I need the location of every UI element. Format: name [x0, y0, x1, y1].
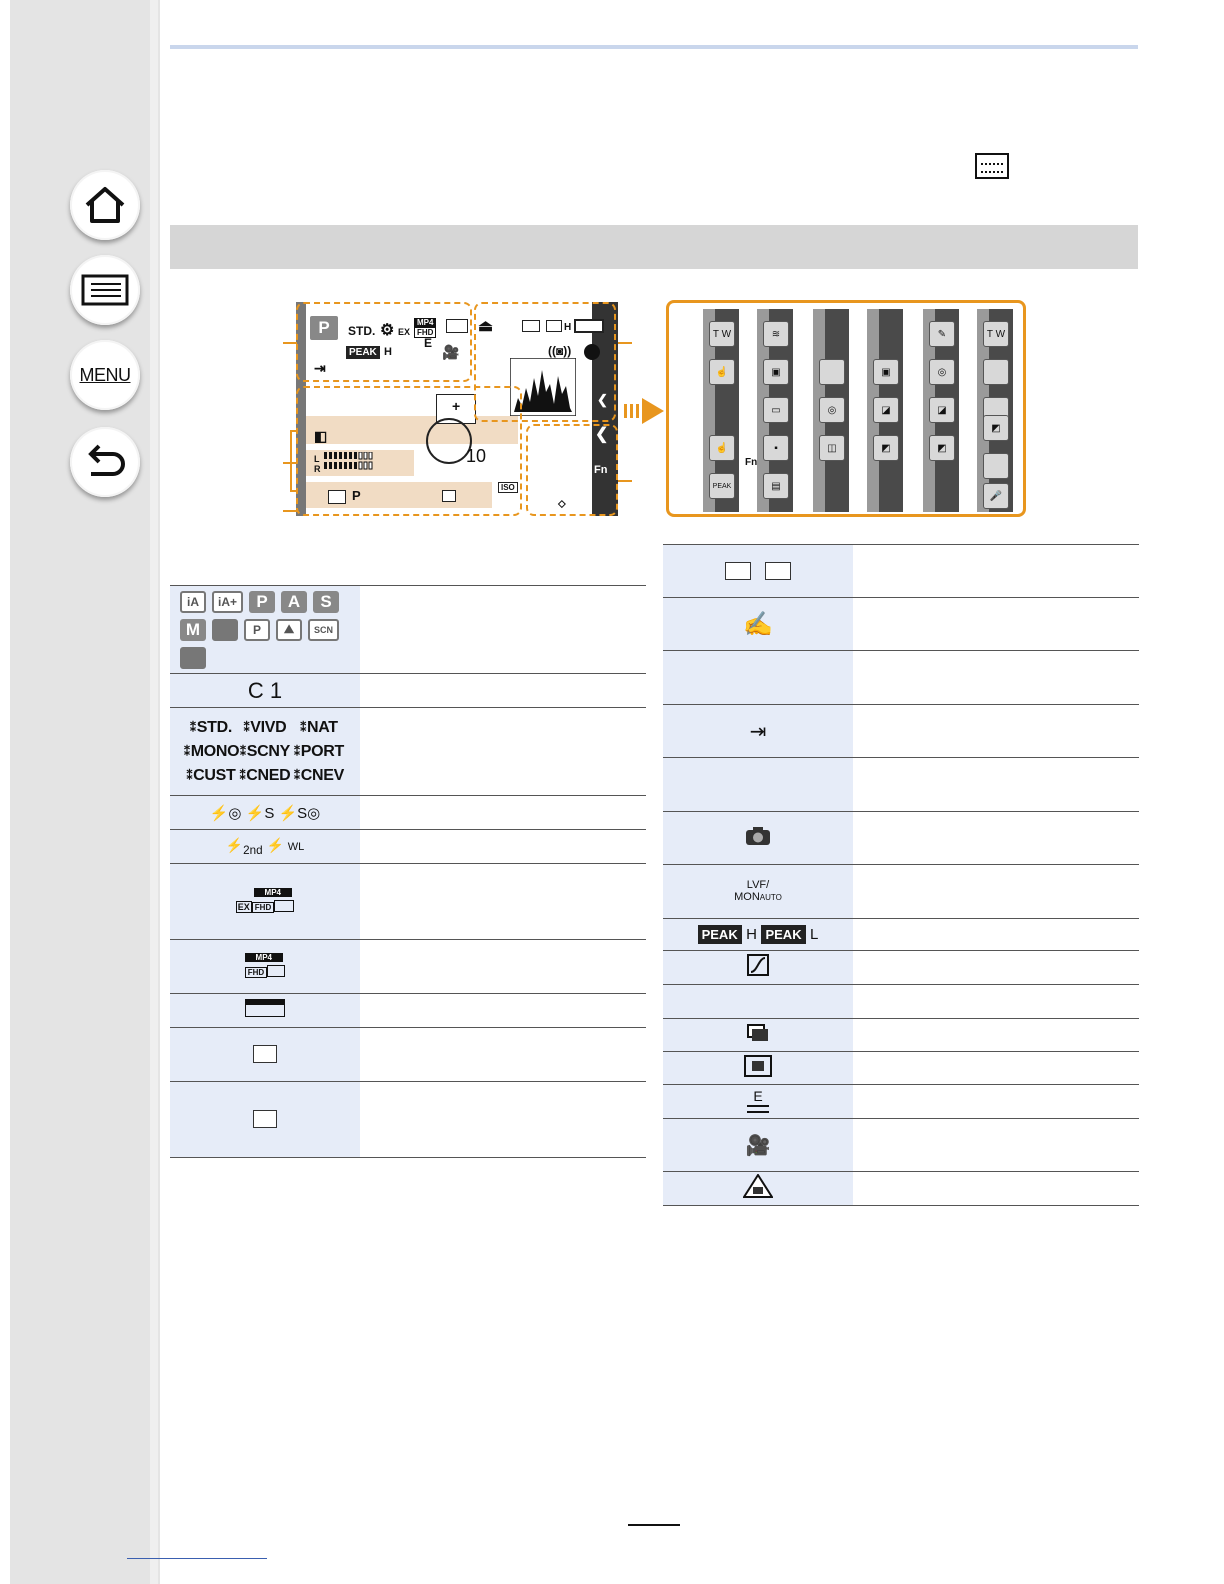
mode-s: S [313, 591, 339, 613]
section-band [170, 225, 1138, 269]
aspect-cell [170, 994, 360, 1028]
custom-c1: C 1 [170, 674, 360, 708]
creative-video-mode-icon [975, 153, 1009, 179]
flash-wl: WL [287, 840, 305, 853]
e-label: E [753, 1087, 763, 1104]
multi-exposure-icon [747, 1024, 769, 1042]
style-desc [360, 708, 646, 796]
header-rule [170, 45, 1138, 49]
overheat-warning-icon [743, 1174, 773, 1198]
leader-line-1 [283, 342, 297, 344]
right-icon-table [663, 544, 1139, 1206]
rec-format-desc [360, 940, 646, 994]
ev-button[interactable]: ◩ [873, 435, 899, 461]
blank-button[interactable] [819, 359, 845, 385]
hdr-cell [663, 1019, 853, 1052]
lvf-desc [853, 865, 1139, 919]
lvf-cell [663, 865, 853, 919]
self-timer-value: 10 [466, 446, 487, 466]
peak-badge-l: PEAK [761, 925, 805, 944]
size-desc [360, 1028, 646, 1082]
blank-button-2[interactable] [983, 359, 1009, 385]
mode-m: M [180, 619, 206, 641]
monitor-screen-illustration [296, 302, 618, 516]
leader-line-4 [618, 342, 632, 344]
home-button[interactable] [70, 170, 140, 240]
overheat-desc [853, 1172, 1139, 1206]
frame-button[interactable]: ▣ [873, 359, 899, 385]
card-desc [853, 545, 1139, 598]
sidebar-edge [150, 0, 158, 1584]
empty-icon-cell-2 [663, 758, 853, 812]
mic-r: R [314, 464, 321, 474]
hdr-desc [853, 1019, 1139, 1052]
drive-h: H [564, 322, 572, 333]
size-icon [253, 1045, 277, 1063]
mp4-label-2: MP4 [245, 953, 283, 962]
fn-tab: Fn [594, 464, 608, 476]
camera-icon [745, 826, 771, 846]
panel-column-5 [923, 309, 959, 512]
peak-l: L [810, 926, 819, 943]
external-desc [853, 705, 1139, 758]
menu-button[interactable] [70, 340, 140, 410]
fhd-label-2: FHD [245, 967, 267, 978]
size-cell [170, 1028, 360, 1082]
flash-mode-icons: ⚡◎ ⚡S ⚡S◎ [170, 796, 360, 830]
left-icon-table [170, 585, 646, 1158]
movie-camera-icon: 🎥 [442, 344, 460, 360]
ex-label: EX [237, 902, 250, 912]
home-icon [83, 185, 127, 225]
touch-tab-arrow-icon: ❮ [595, 426, 609, 443]
group-box-4 [526, 424, 618, 516]
camera-desc [853, 812, 1139, 865]
peak-cell [663, 919, 853, 951]
flash-2nd: 2nd [243, 843, 263, 857]
contents-list-icon [81, 274, 129, 306]
flash-sync-desc [360, 830, 646, 864]
style-vivid: ⁑ VIVD [238, 719, 292, 737]
peak-badge: PEAK [346, 346, 380, 359]
movie-photo-desc [853, 1119, 1139, 1172]
photo-style-indicator: STD. [348, 324, 376, 338]
return-arrow-icon [83, 444, 127, 480]
external-input-icon: ⇥ [314, 360, 326, 376]
zoom-tw-button[interactable]: T W [709, 321, 735, 347]
mode-p: P [249, 591, 275, 613]
style-cust: ⁑ CUST [184, 767, 238, 785]
shake-icon: ((◙)) [548, 344, 572, 358]
peak-level: H [384, 346, 392, 358]
scene-button[interactable]: ▪ [763, 435, 789, 461]
panel-column-3 [813, 309, 849, 512]
card-cell [663, 545, 853, 598]
back-button[interactable] [70, 427, 140, 497]
continue-arrow-icon [622, 396, 666, 426]
picker-button[interactable]: ✎ [929, 321, 955, 347]
mp4-label: MP4 [254, 888, 292, 897]
mode-icons-cell [170, 586, 360, 674]
flash-sync-cell: $⚡_{2nd}$ ⚡ WL [170, 830, 360, 864]
e-stamp-cell [663, 1085, 853, 1119]
photo-style-cell [170, 708, 360, 796]
mode-creative [180, 647, 206, 669]
exposure-e: E [424, 336, 433, 350]
footer-link-underline [127, 1558, 267, 1559]
mode-desc [360, 586, 646, 674]
level-gauge-icon: ⏏ [478, 318, 494, 335]
quality-cell [170, 1082, 360, 1158]
external-output-icon: ⇥ [663, 705, 853, 758]
panel-fn-label: Fn [745, 457, 758, 468]
cinema-icon: ◧ [314, 428, 328, 444]
ev-button-2[interactable]: ◩ [929, 435, 955, 461]
mode-movie-p: P [244, 619, 270, 641]
ex-tele-conv-icon [744, 1055, 772, 1077]
highlight-shadow-cell [663, 951, 853, 985]
lvf-sub: AUTO [759, 893, 782, 902]
flash-desc [360, 796, 646, 830]
aspect-desc [360, 994, 646, 1028]
card-icon-1 [725, 562, 751, 580]
effect-button-2[interactable]: ◪ [929, 397, 955, 423]
sensor-icon: ⬦ [558, 498, 566, 510]
defocus-button[interactable]: ◎ [819, 397, 845, 423]
rec-format-ex-cell [170, 864, 360, 940]
page-number-rule [628, 1524, 680, 1526]
touch-tab-panel [666, 300, 1026, 517]
empty-icon-cell-3 [663, 985, 853, 1019]
landscape-button[interactable]: ▭ [763, 397, 789, 423]
mode-movie-m [212, 619, 238, 641]
creative-control-icon: ✍ [663, 598, 853, 651]
style-scny: ⁑ SCNY [238, 743, 292, 761]
style-cnev: ⁑ CNEV [292, 767, 346, 785]
ex-badge: EX [398, 327, 411, 337]
mode-ia-plus: iA+ [212, 591, 243, 613]
ev-button-3[interactable]: ◩ [983, 415, 1009, 441]
ex-tele-cell [663, 1052, 853, 1085]
program-shift-icon: P [352, 488, 361, 503]
tone-curve-icon [747, 954, 769, 976]
c1-desc [360, 674, 646, 708]
movie-photo-icon: 🎥 [663, 1119, 853, 1172]
mode-scn: SCN [308, 619, 339, 641]
rec-format-ex-desc [360, 864, 646, 940]
style-cned: ⁑ CNED [238, 767, 292, 785]
iso-badge: ISO [498, 482, 518, 493]
empty-desc-2 [853, 758, 1139, 812]
peak-h: H [746, 926, 758, 943]
aspect-icon [245, 999, 285, 1017]
panel-column-6 [977, 309, 1013, 512]
side-navigation [10, 0, 160, 1584]
fhd-label: FHD [252, 902, 274, 913]
blank-button-4[interactable] [983, 453, 1009, 479]
touch-tab-icon: ❮ [597, 392, 608, 407]
mic-button[interactable]: 🎤 [983, 483, 1009, 509]
lvf-line2: MON [734, 891, 760, 903]
panel-column-4 [867, 309, 903, 512]
defocus-button-2[interactable]: ◎ [929, 359, 955, 385]
flash-icon: ⚙ [380, 322, 395, 339]
peak-badge-h: PEAK [698, 925, 742, 944]
brightness-button[interactable]: ◫ [819, 435, 845, 461]
group-box-3 [296, 386, 522, 516]
mode-ia: iA [180, 591, 206, 613]
peaking-button[interactable]: PEAK [709, 473, 735, 499]
zoom-tw-button-2[interactable]: T W [983, 321, 1009, 347]
quality-desc [360, 1082, 646, 1158]
menu-label: MENU [79, 364, 131, 385]
creative-desc [853, 598, 1139, 651]
e-stamp-desc [853, 1085, 1139, 1119]
group-box-1 [296, 302, 472, 382]
leader-line-5 [618, 480, 632, 482]
mode-p-badge: P [310, 316, 338, 340]
card-icon-2 [765, 562, 791, 580]
ex-tele-desc [853, 1052, 1139, 1085]
panel-column-2 [745, 309, 793, 512]
empty-desc-3 [853, 985, 1139, 1019]
style-mono: ⁑ MONO [184, 743, 238, 761]
mp4-badge: MP4 [414, 318, 436, 327]
tone-desc [853, 951, 1139, 985]
style-nat: ⁑ NAT [292, 719, 346, 737]
style-std: ⁑ STD. [184, 719, 238, 737]
lvf-line1: LVF/ [746, 879, 770, 891]
touch-ae-button[interactable]: ☝ [709, 435, 735, 461]
touch-shutter-button[interactable]: ☝ [709, 359, 735, 385]
af-cross: + [452, 398, 461, 414]
overheat-cell [663, 1172, 853, 1206]
peak-desc [853, 919, 1139, 951]
quality-icon [253, 1110, 277, 1128]
empty-desc [853, 651, 1139, 705]
bracket [290, 430, 298, 492]
empty-icon-cell [663, 651, 853, 705]
wifi-button[interactable]: ≋ [763, 321, 789, 347]
camera-icon-cell [663, 812, 853, 865]
fhd-badge: FHD [414, 327, 436, 338]
contents-button[interactable] [70, 255, 140, 325]
mic-l: L [314, 454, 320, 464]
mode-a: A [281, 591, 307, 613]
leader-line-3 [283, 510, 297, 512]
style-port: ⁑ PORT [292, 743, 346, 761]
effect-button[interactable]: ◪ [873, 397, 899, 423]
4k-button[interactable]: ▤ [763, 473, 789, 499]
af-button[interactable]: ▣ [763, 359, 789, 385]
mode-panorama: ⛰ [276, 619, 302, 641]
rec-format-cell [170, 940, 360, 994]
panel-column-1 [703, 309, 739, 512]
